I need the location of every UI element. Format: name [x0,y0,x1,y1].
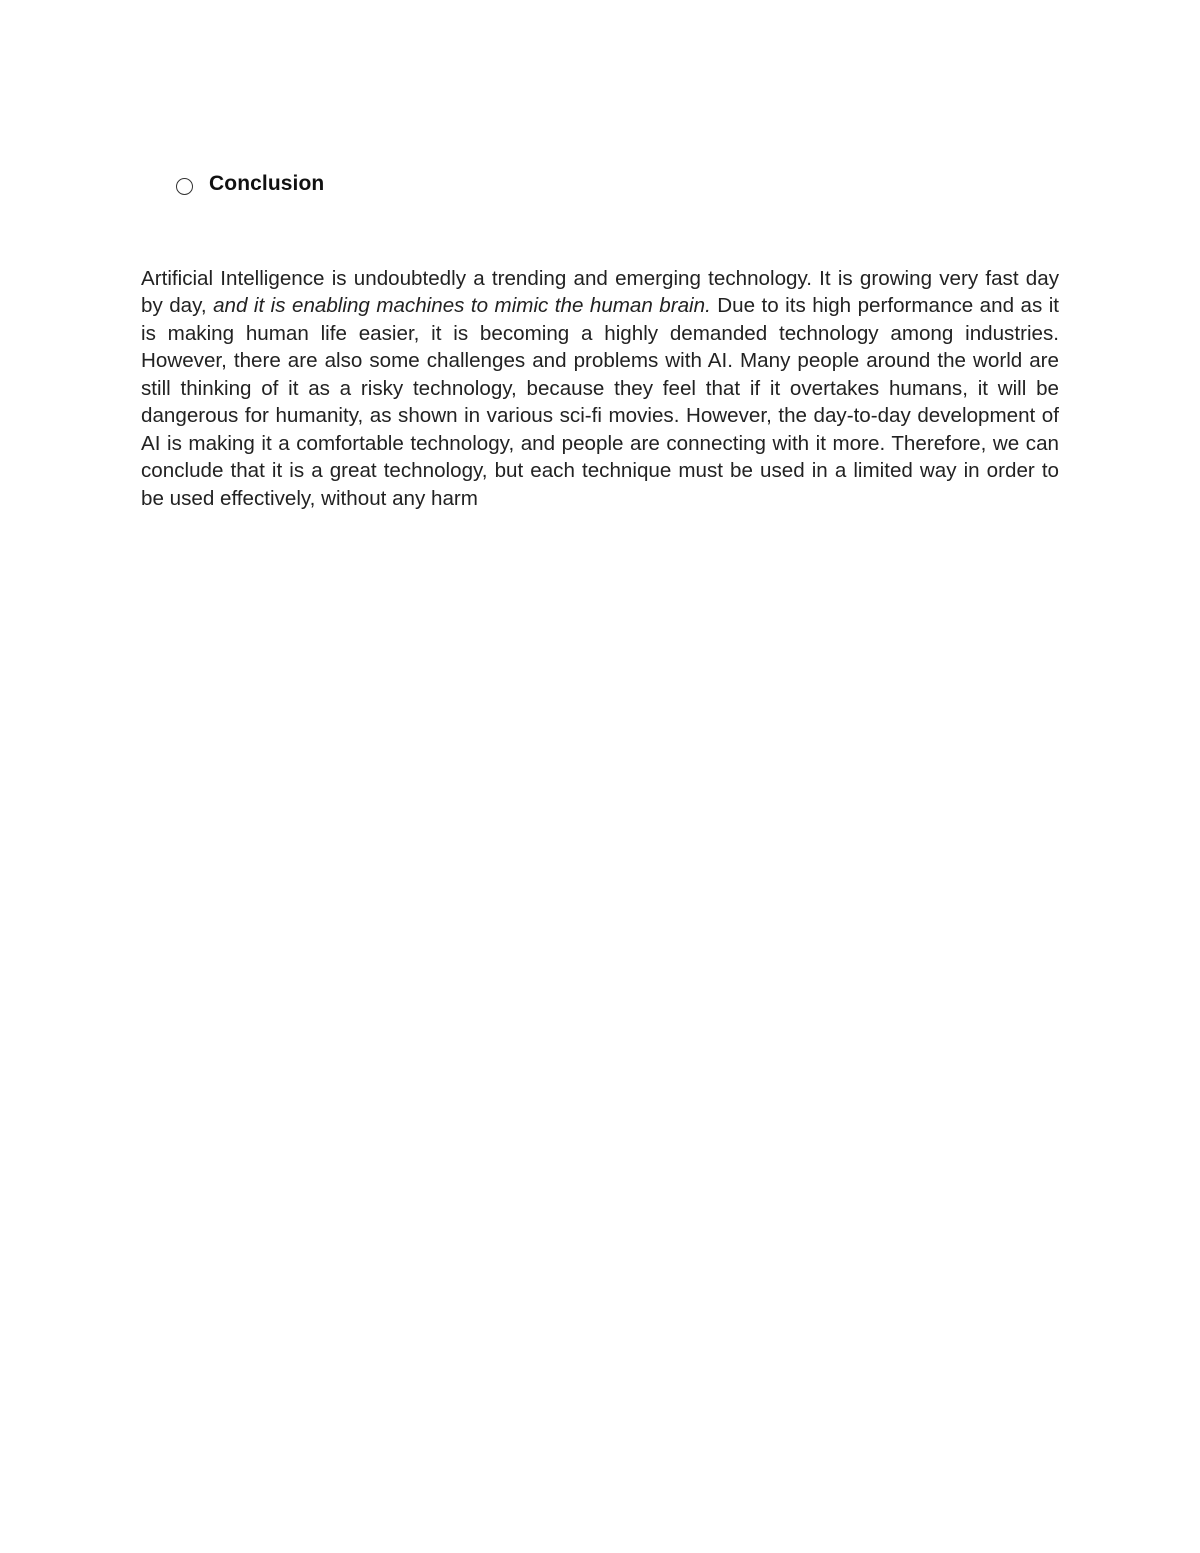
conclusion-paragraph [141,265,1059,513]
paragraph-text-part2: Due to its high performance and as it is making human life easier, it is becoming a highly demanded technology among industries. However, there are also some challenges and problems with AI. Many people around the world are still thinking of it as a risky technology, because they feel that if it overtakes humans, it will be dangerous for humanity, as shown in various sci-fi movies. However, the day-to-day development of AI is making it a comfortable technology, and people are connecting with it more. Therefore, we can conclude that it is a great technology, but each technique must be used in a limited way in order to be used effectively, without any harm [141,294,1059,510]
section-heading [176,172,324,196]
paragraph-italic-text: and it is enabling machines to mimic the human brain. [213,294,711,318]
paragraph-text-part1: Artificial Intelligence is undoubtedly a trending and emerging technology. It is growing very fast day by day, [141,266,1059,318]
section-title: Conclusion [209,172,325,195]
hollow-circle-bullet-icon [176,178,193,195]
